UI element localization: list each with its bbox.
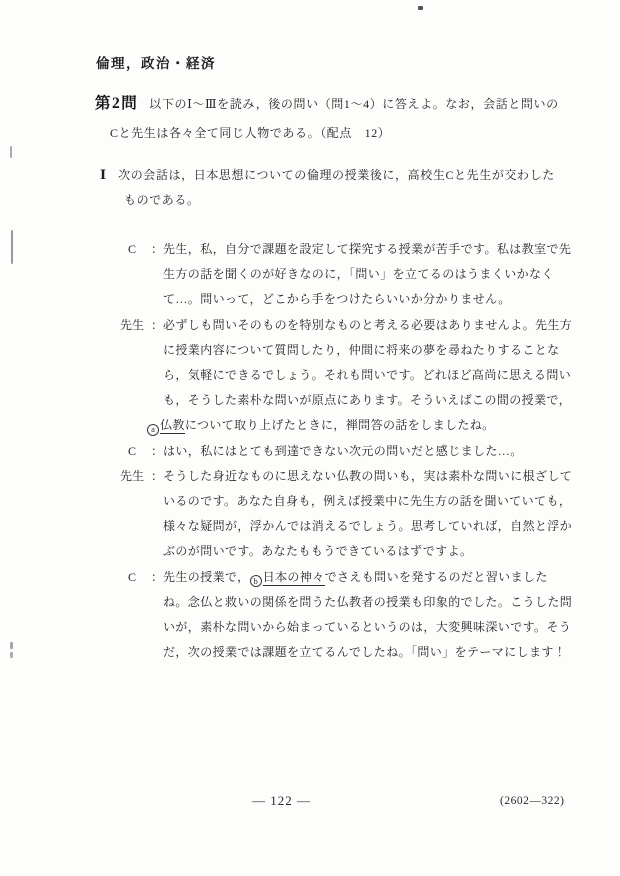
question-number-label: 第2問 <box>95 95 139 112</box>
dialogue-utterance <box>113 237 613 313</box>
underlined-term-nihon-no-kamigami: 日本の神々 <box>262 569 325 584</box>
dialogue-line: いるのです。あなた自身も，例えば授業中に先生方の話を聞いていても， <box>163 494 572 509</box>
section-text-line: ものである。 <box>124 193 200 207</box>
dialogue-line: に授業内容について質問したり，仲間に将来の夢を尋ねたりすることな <box>163 342 560 357</box>
subject-title: 倫理，政治・経済 <box>96 56 216 71</box>
dialogue-line: て…。問いって，どこから手をつけたらいいか分かりません。 <box>163 292 511 307</box>
dialogue-line: ね。念仏と救いの関係を問うた仏教者の授業も印象的でした。こうした問 <box>163 594 573 609</box>
dialogue-line: 必ずしも問いそのものを特別なものと考える必要はありませんよ。先生方 <box>163 317 573 332</box>
section-label: Ⅰ <box>100 167 107 182</box>
dialogue-line: 先生，私，自分で課題を設定して探究する授業が苦手です。私は教室で先 <box>163 242 572 256</box>
dialogue-line-annotated <box>163 565 613 590</box>
dialogue-line: 様々な疑問が，浮かんでは消えるでしょう。思考していれば，自然と浮か <box>163 519 573 534</box>
dialogue-utterance <box>113 313 613 439</box>
dialogue-line: そうした身近なものに思えない仏教の問いも，実は素朴な問いに根ざして <box>163 468 573 483</box>
annotation-marker-a: a <box>147 424 159 436</box>
speaker-label: 先生 ： <box>119 468 163 483</box>
annotation-marker-b: b <box>250 575 262 587</box>
dialogue-utterance <box>113 464 613 565</box>
dialogue-utterance <box>113 439 613 464</box>
dialogue-line: だ，次の授業では課題を立てるんでしたね。「問い」をテーマにします！ <box>163 645 567 660</box>
speaker-label: C ： <box>127 569 163 584</box>
question-heading <box>95 91 559 141</box>
speaker-label: 先生 ： <box>119 317 163 332</box>
dialogue-text: でさえも問いを発するのだと習いました <box>324 569 548 584</box>
dialogue-line: いが，素朴な問いから始まっているというのは，大変興味深いです。そう <box>163 620 572 635</box>
question-text-line: Cと先生は各々全て同じ人物である。（配点 12） <box>110 126 391 140</box>
scan-artifact <box>418 6 423 10</box>
speaker-label: C ： <box>127 242 163 256</box>
dialogue-text: 先生の授業で， <box>163 569 250 584</box>
section-text-line: 次の会話は，日本思想についての倫理の授業後に，高校生Cと先生が交わした <box>118 168 555 182</box>
dialogue <box>113 237 613 665</box>
dialogue-line-annotated <box>151 413 613 438</box>
print-code: (2602—322) <box>500 795 565 807</box>
dialogue-line: ら，気軽にできるでしょう。それも問いです。どれほど高尚に思える問い <box>163 368 572 383</box>
dialogue-line: ぶのが問いです。あなたももうできているはずですよ。 <box>163 544 473 559</box>
speaker-label: C ： <box>127 443 163 458</box>
dialogue-utterance <box>113 565 613 666</box>
scan-artifact <box>11 230 13 264</box>
scan-artifact <box>10 652 13 658</box>
dialogue-text: について取り上げたときに，禅問答の話をしましたね。 <box>184 418 495 433</box>
dialogue-line: も，そうした素朴な問いが原点にあります。そういえばこの間の授業で， <box>163 393 572 408</box>
page-number: — 122 — <box>252 793 311 808</box>
scan-artifact <box>10 642 13 649</box>
underlined-term-bukkyo: 仏教 <box>160 418 185 433</box>
section-1 <box>100 166 555 208</box>
dialogue-line: はい，私にはとても到達できない次元の問いだと感じました…。 <box>163 443 523 458</box>
question-text-line: 以下のⅠ～Ⅲを読み，後の問い（問1～4）に答えよ。なお，会話と問いの <box>149 97 559 111</box>
dialogue-line: 生方の話を聞くのが好きなのに，「問い」を立てるのはうまくいかなく <box>163 267 554 282</box>
scan-artifact <box>10 146 12 158</box>
